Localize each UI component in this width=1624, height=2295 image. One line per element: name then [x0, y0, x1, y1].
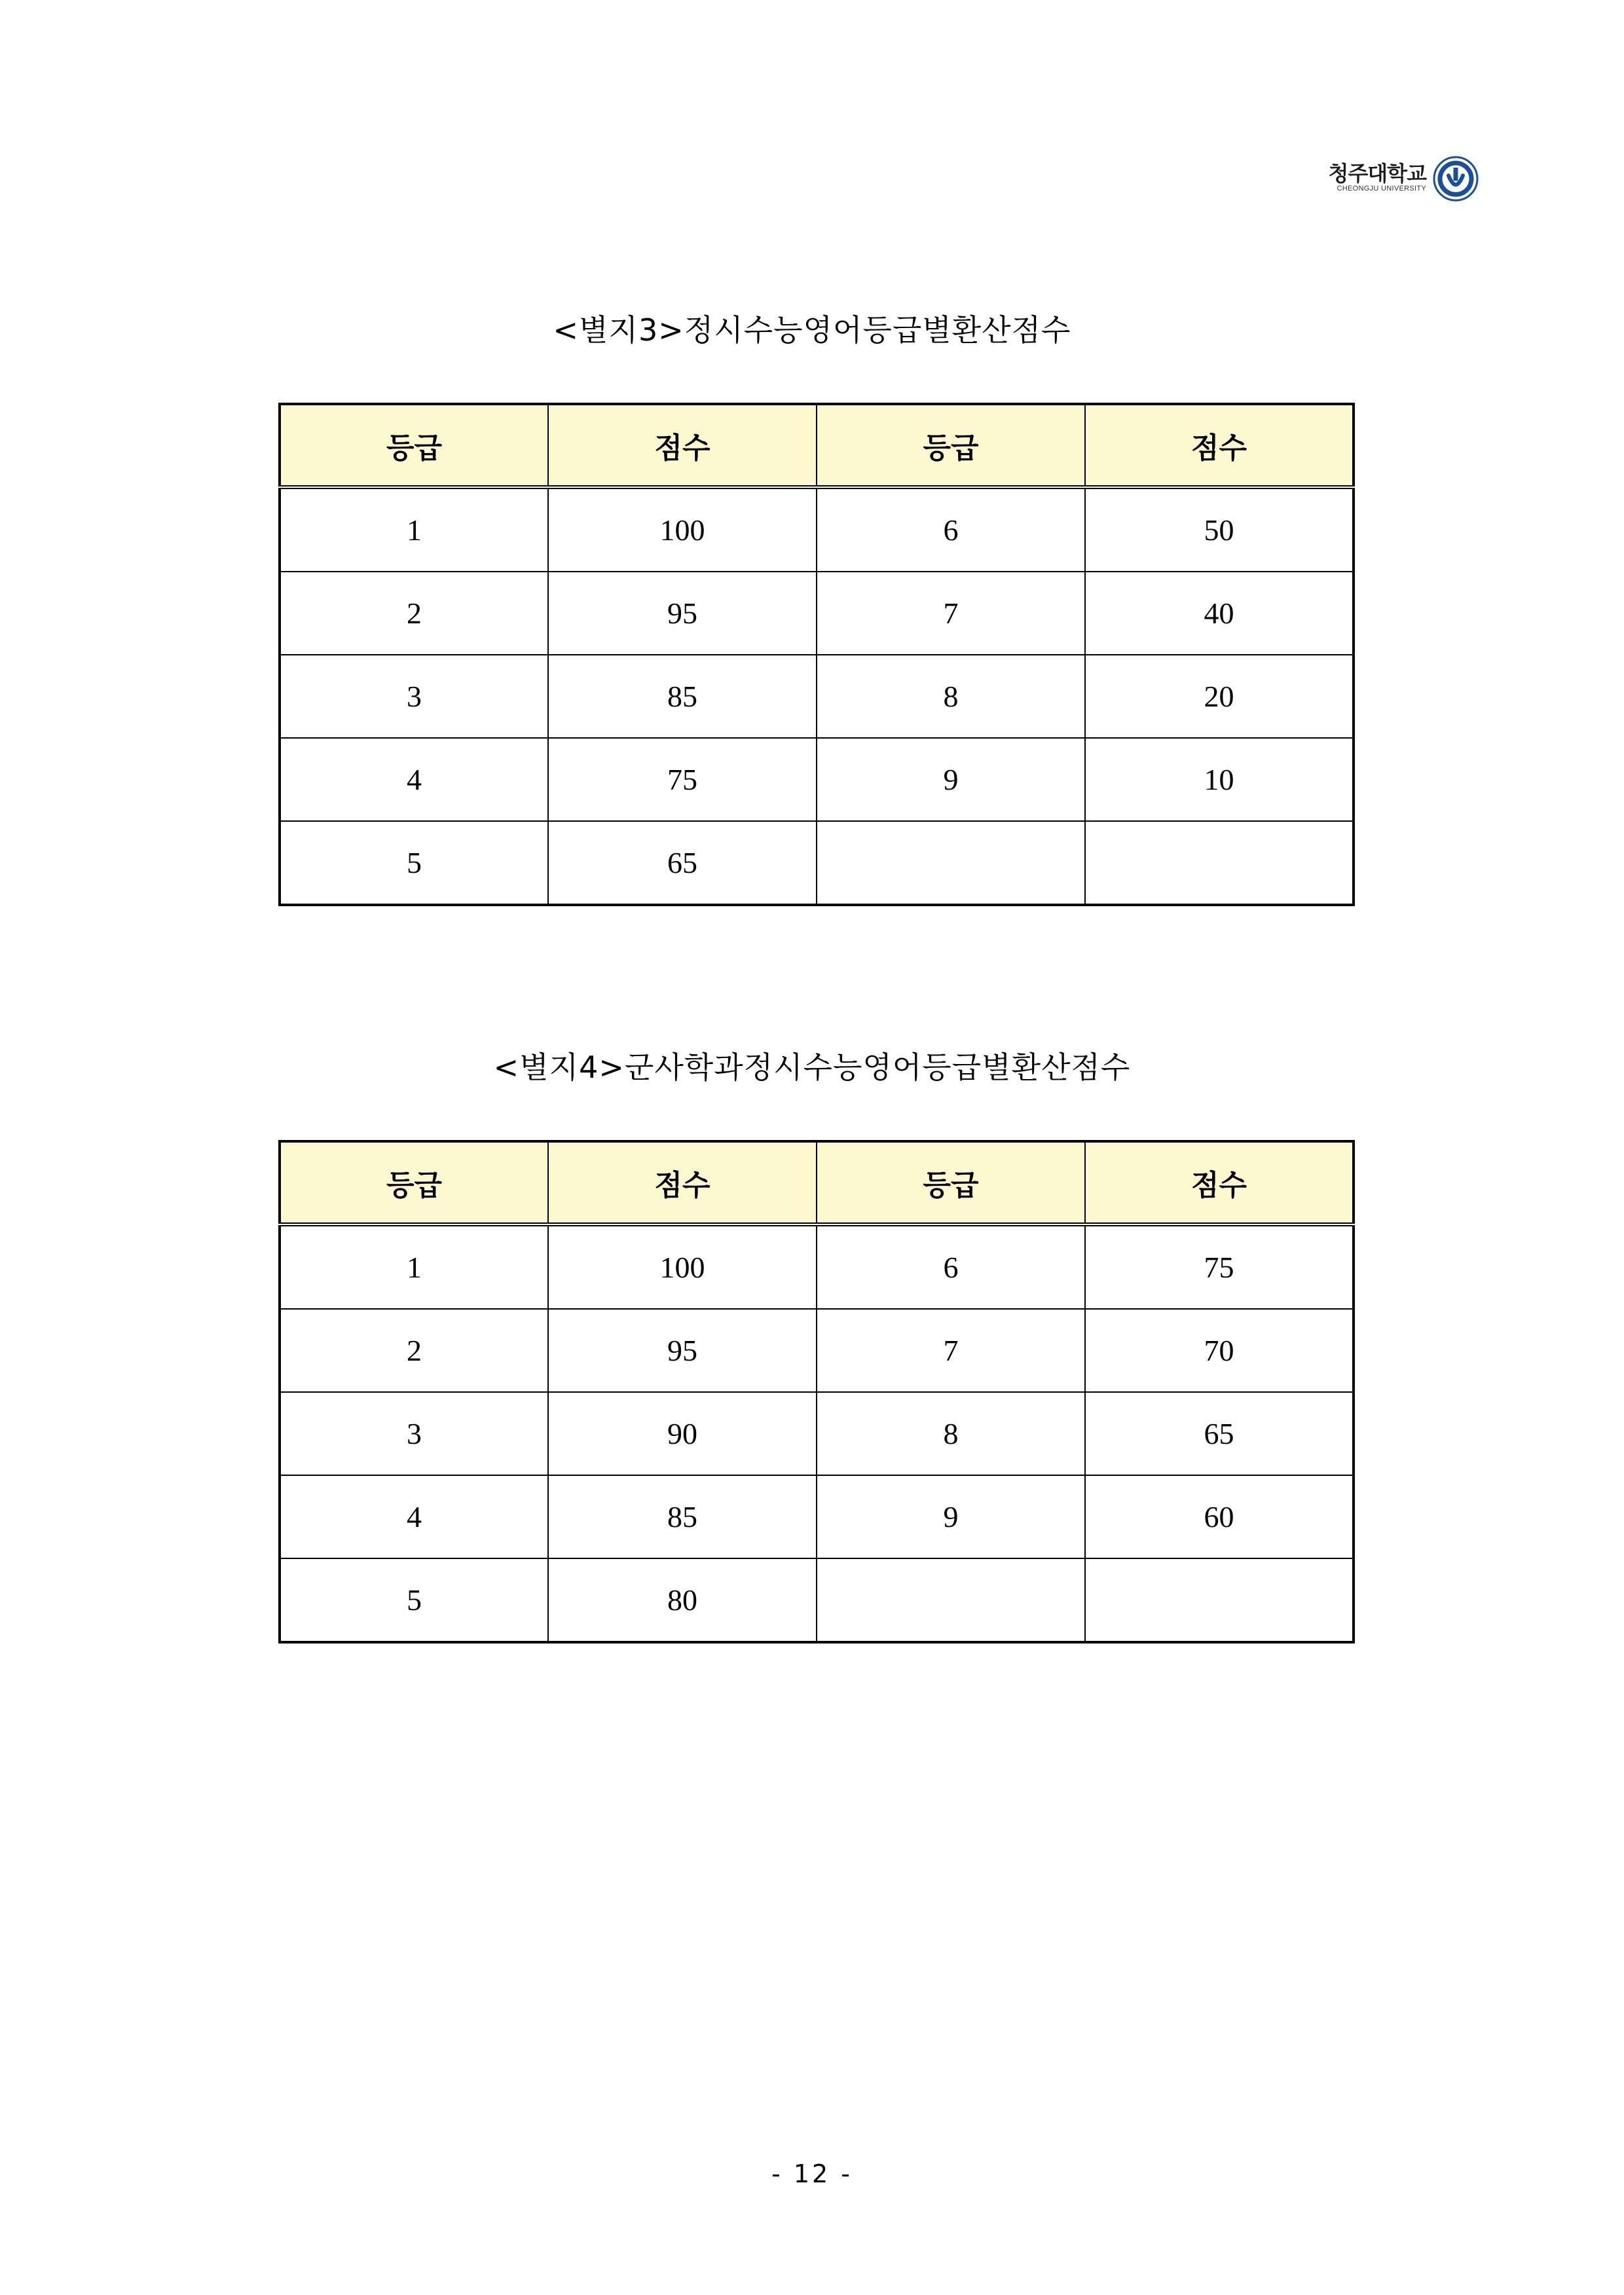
score-cell — [1085, 1558, 1354, 1642]
grade-cell: 5 — [280, 1558, 548, 1642]
grade-cell: 9 — [817, 1475, 1085, 1558]
score-cell — [1085, 821, 1354, 905]
table-row — [280, 1475, 1354, 1558]
grade-cell: 8 — [817, 1392, 1085, 1475]
score-cell: 75 — [1085, 1224, 1354, 1309]
section-title-byeolji4: <별지4>군사학과정시수능영어등급별환산점수 — [493, 1050, 1131, 1085]
grade-cell: 5 — [280, 821, 548, 905]
table-row — [280, 1558, 1354, 1642]
score-cell: 50 — [1085, 487, 1354, 572]
grade-cell: 3 — [280, 655, 548, 738]
university-emblem-icon — [1433, 156, 1479, 202]
table-row — [280, 1392, 1354, 1475]
grade-cell: 9 — [817, 738, 1085, 821]
table-row — [280, 1309, 1354, 1392]
table-row — [280, 738, 1354, 821]
column-header-score: 점수 — [1085, 1141, 1354, 1224]
score-cell: 85 — [548, 1475, 817, 1558]
score-cell: 65 — [548, 821, 817, 905]
column-header-score: 점수 — [548, 1141, 817, 1224]
column-header-grade: 등급 — [280, 404, 548, 487]
score-cell: 100 — [548, 1224, 817, 1309]
page-number: - 12 - — [771, 2159, 853, 2188]
grade-cell: 4 — [280, 1475, 548, 1558]
english-grade-score-table — [278, 403, 1355, 906]
score-cell: 100 — [548, 487, 817, 572]
grade-cell: 7 — [817, 572, 1085, 655]
column-header-grade: 등급 — [817, 1141, 1085, 1224]
score-cell: 80 — [548, 1558, 817, 1642]
score-cell: 75 — [548, 738, 817, 821]
table-row — [280, 821, 1354, 905]
university-logo — [1316, 156, 1480, 202]
grade-cell: 1 — [280, 1224, 548, 1309]
grade-cell: 8 — [817, 655, 1085, 738]
logo-subtitle: CHEONGJU UNIVERSITY — [1337, 185, 1426, 193]
grade-cell: 6 — [817, 1224, 1085, 1309]
column-header-grade: 등급 — [280, 1141, 548, 1224]
grade-cell — [817, 1558, 1085, 1642]
score-cell: 20 — [1085, 655, 1354, 738]
grade-cell: 4 — [280, 738, 548, 821]
score-cell: 95 — [548, 1309, 817, 1392]
grade-cell: 1 — [280, 487, 548, 572]
score-cell: 65 — [1085, 1392, 1354, 1475]
score-cell: 90 — [548, 1392, 817, 1475]
score-cell: 60 — [1085, 1475, 1354, 1558]
table-row — [280, 487, 1354, 572]
table-header-row — [280, 404, 1354, 487]
grade-cell: 3 — [280, 1392, 548, 1475]
table-row — [280, 572, 1354, 655]
score-cell: 70 — [1085, 1309, 1354, 1392]
score-cell: 95 — [548, 572, 817, 655]
logo-name: 청주대학교 — [1328, 161, 1426, 186]
grade-cell: 6 — [817, 487, 1085, 572]
military-english-grade-score-table — [278, 1140, 1355, 1643]
score-cell: 85 — [548, 655, 817, 738]
grade-cell: 2 — [280, 1309, 548, 1392]
section-title-byeolji3: <별지3>정시수능영어등급별환산점수 — [553, 312, 1071, 348]
column-header-grade: 등급 — [817, 404, 1085, 487]
column-header-score: 점수 — [1085, 404, 1354, 487]
table-row — [280, 655, 1354, 738]
grade-cell: 7 — [817, 1309, 1085, 1392]
grade-cell — [817, 821, 1085, 905]
table-header-row — [280, 1141, 1354, 1224]
column-header-score: 점수 — [548, 404, 817, 487]
score-cell: 10 — [1085, 738, 1354, 821]
grade-cell: 2 — [280, 572, 548, 655]
score-cell: 40 — [1085, 572, 1354, 655]
table-row — [280, 1224, 1354, 1309]
